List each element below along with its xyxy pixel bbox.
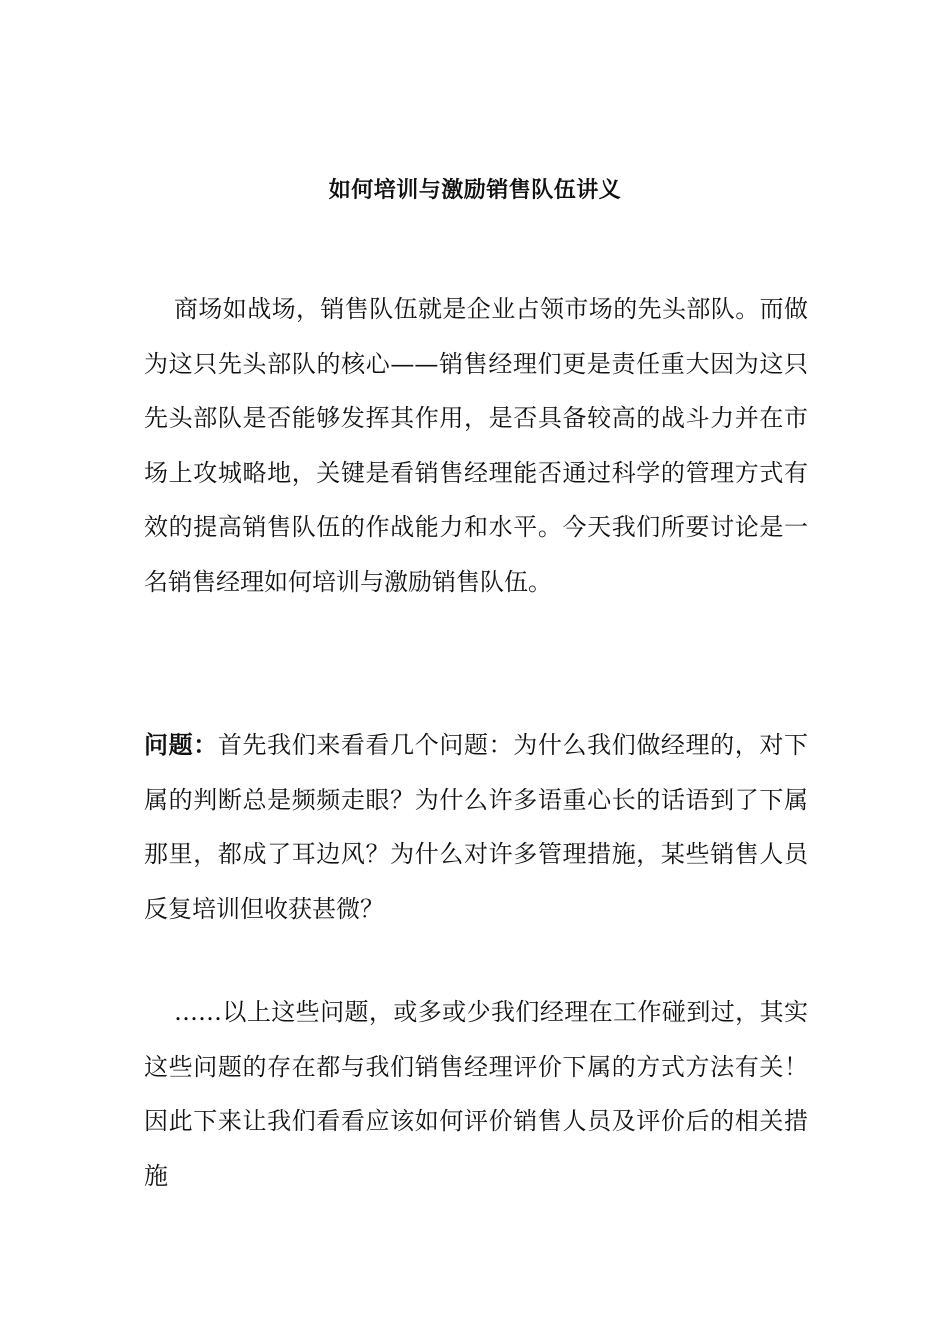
- followup-paragraph: ……以上这些问题，或多或少我们经理在工作碰到过，其实这些问题的存在都与我们销售经理评价下属的方式方法有关！因此下来让我们看看应该如何评价销售人员及评价后的相关措施: [144, 998, 808, 1190]
- intro-paragraph: 商场如战场，销售队伍就是企业占领市场的先头部队。而做为这只先头部队的核心——销售经理们更是责任重大因为这只先头部队是否能够发挥其作用，是否具备较高的战斗力并在市场上攻城略地，关键是看销售经理能否通过科学的管理方式有效的提高销售队伍的作战能力和水平。今天我们所要讨论是一名销售经理如何培训与激励销售队伍。: [144, 295, 808, 596]
- question-label: 问题：: [144, 730, 218, 759]
- document-title: 如何培训与激励销售队伍讲义: [328, 177, 622, 203]
- question-paragraph: [144, 718, 808, 936]
- question-text: 首先我们来看看几个问题：为什么我们做经理的，对下属的判断总是频频走眼？为什么许多语重心长的话语到了下属那里，都成了耳边风？为什么对许多管理措施，某些销售人员反复培训但收获甚微？: [144, 731, 809, 923]
